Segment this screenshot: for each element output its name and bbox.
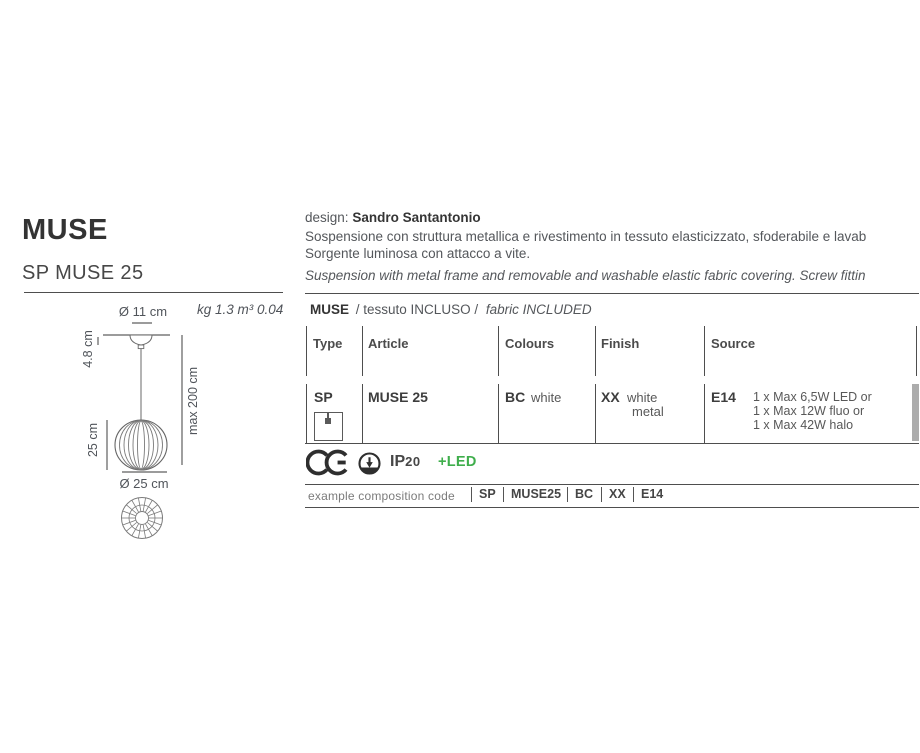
composition-code-finish: XX — [601, 487, 626, 502]
canopy-stem — [138, 345, 144, 349]
cell-finish-line1: white — [627, 390, 658, 405]
ip-value: 20 — [405, 454, 421, 469]
cell-type-code: SP — [314, 389, 333, 405]
table-divider — [362, 326, 363, 376]
table-divider — [306, 326, 307, 376]
weight-volume-note: kg 1.3 m³ 0.04 — [197, 302, 284, 317]
cell-source-line1: 1 x Max 6,5W LED or — [753, 390, 872, 404]
title-divider — [24, 292, 283, 293]
table-section-it: / tessuto INCLUSO / — [355, 302, 479, 317]
page-subtitle: SP MUSE 25 — [22, 262, 144, 284]
table-section-product: MUSE — [310, 302, 350, 317]
table-divider — [498, 384, 499, 443]
cell-source-line2: 1 x Max 12W fluo or — [753, 404, 865, 418]
table-divider — [595, 384, 596, 443]
table-bottom-divider — [305, 443, 919, 444]
column-header-type: Type — [313, 336, 343, 351]
cropped-edge-element — [912, 384, 919, 441]
pendant-lamp-icon — [314, 412, 343, 441]
cell-finish-line2: metal — [632, 404, 664, 419]
table-divider — [498, 326, 499, 376]
table-divider — [595, 326, 596, 376]
composition-code-article: MUSE25 — [503, 487, 561, 502]
table-section-en: fabric INCLUDED — [485, 302, 592, 317]
shade-side-view — [115, 420, 167, 470]
led-mark: +LED — [438, 454, 477, 470]
canopy-shape — [130, 335, 152, 345]
description-it-2: Sorgente luminosa con attacco a vite. — [305, 246, 531, 261]
page-title: MUSE — [22, 214, 108, 246]
certification-divider — [305, 484, 919, 485]
description-block — [305, 206, 919, 290]
designer-name: Sandro Santantonio — [352, 210, 481, 225]
column-header-colours: Colours — [505, 336, 555, 351]
composition-code-type: SP — [471, 487, 496, 502]
design-line — [305, 210, 481, 225]
ip-rating — [390, 453, 421, 471]
cell-colour-code: BC — [505, 389, 526, 405]
dim-max-height-label: max 200 cm — [186, 366, 200, 436]
cell-colour-name: white — [531, 390, 562, 405]
page-bottom-divider — [305, 507, 919, 508]
table-section-title — [310, 302, 592, 317]
shade-bottom-view — [122, 498, 163, 539]
description-divider — [305, 293, 919, 294]
composition-code-source: E14 — [633, 487, 663, 502]
table-divider — [704, 384, 705, 443]
cell-article: MUSE 25 — [368, 389, 428, 405]
dimension-diagram — [55, 298, 295, 543]
dim-canopy-height-label: 4.8 cm — [81, 330, 95, 368]
cell-source-code: E14 — [711, 389, 736, 405]
surface-mount-symbol-icon — [357, 451, 382, 476]
cell-source-line3: 1 x Max 42W halo — [753, 418, 854, 432]
description-en: Suspension with metal frame and removable and washable elastic fabric covering. Screw fittin — [305, 268, 866, 283]
pendant-bulb — [325, 418, 331, 424]
design-label: design: — [305, 210, 349, 225]
table-divider — [362, 384, 363, 443]
description-it-1: Sospensione con struttura metallica e rivestimento in tessuto elasticizzato, sfoderabile e lavab — [305, 229, 867, 244]
table-divider — [704, 326, 705, 376]
column-header-source: Source — [711, 336, 756, 351]
cell-finish-code: XX — [601, 389, 620, 405]
table-divider — [306, 384, 307, 443]
dim-top-diameter-label: Ø 11 cm — [118, 304, 168, 319]
ce-mark-icon — [306, 449, 350, 476]
column-header-finish: Finish — [601, 336, 640, 351]
ip-label: IP — [390, 453, 406, 470]
dim-shade-diameter-label: Ø 25 cm — [119, 476, 169, 491]
dim-shade-height-label: 25 cm — [86, 422, 100, 458]
column-header-article: Article — [368, 336, 409, 351]
composition-label: example composition code — [308, 489, 455, 503]
composition-code-colour: BC — [567, 487, 593, 502]
table-divider — [916, 326, 917, 376]
